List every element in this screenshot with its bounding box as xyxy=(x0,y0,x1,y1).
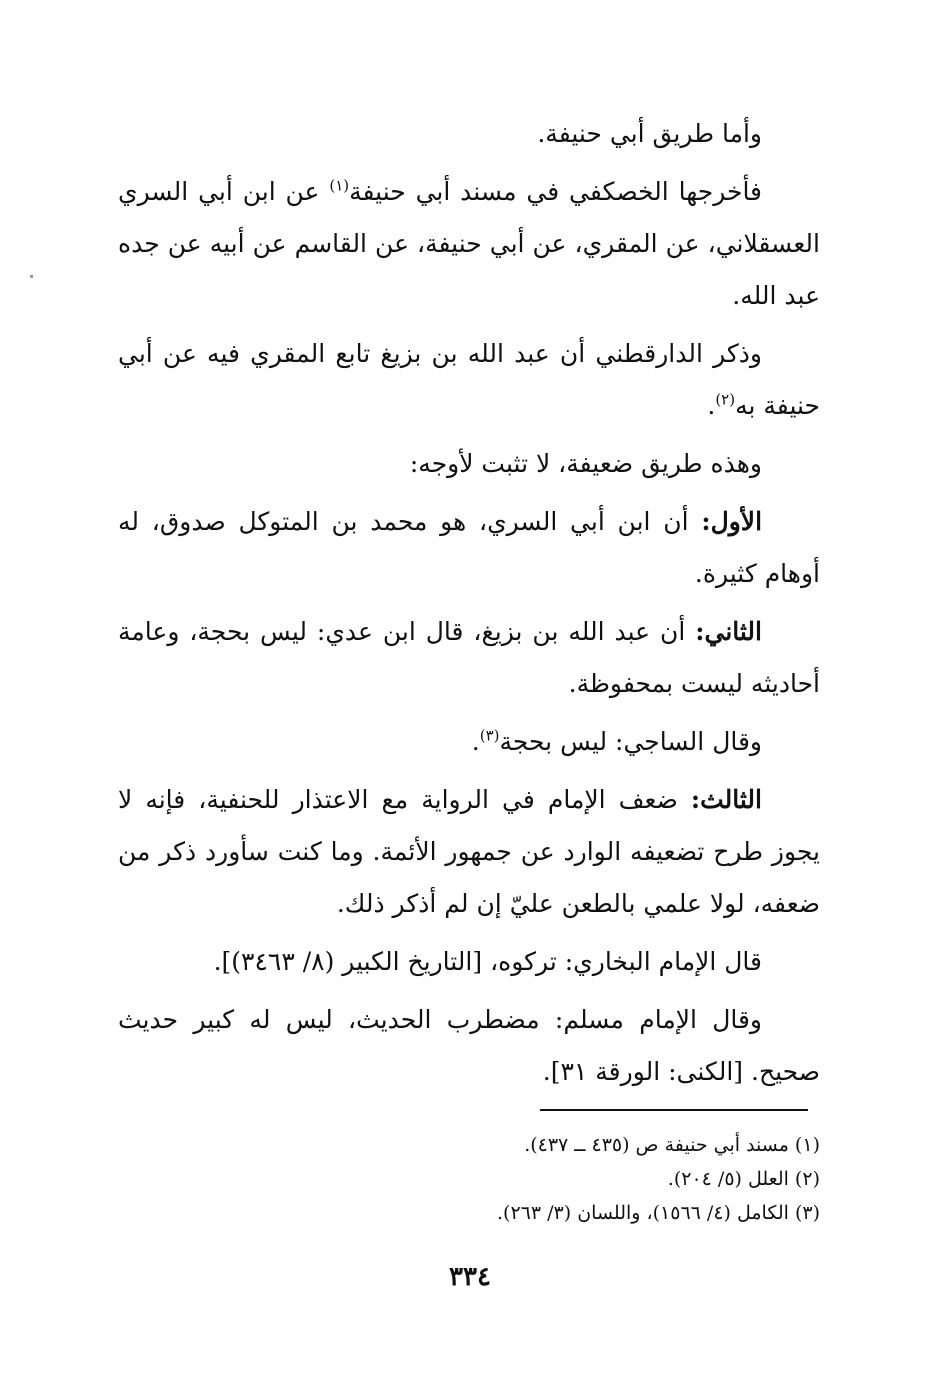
paragraph-8 xyxy=(118,774,820,930)
paragraph-3-text-after: . xyxy=(707,391,716,420)
paragraph-4-text: وهذه طريق ضعيفة، لا تثبت لأوجه: xyxy=(409,449,762,478)
paragraph-10 xyxy=(118,994,820,1098)
footnote-3: (٣) الكامل (٤/ ١٥٦٦)، واللسان (٣/ ٢٦٣). xyxy=(497,1202,820,1224)
footnotes xyxy=(300,1128,820,1230)
paragraph-6-text: أن عبد الله بن بزيغ، قال ابن عدي: ليس بحجة، وعامة أحاديثه ليست بمحفوظة. xyxy=(118,617,820,698)
paragraph-6-lead: الثاني: xyxy=(695,617,762,646)
paragraph-2-text-after: عن ابن أبي السري العسقلاني، عن المقري، عن أبي حنيفة، عن القاسم عن أبيه عن جده عبد الله. xyxy=(118,177,820,310)
paragraph-10-text: وقال الإمام مسلم: مضطرب الحديث، ليس له كبير حديث صحيح. [الكنى: الورقة ٣١]. xyxy=(118,1005,820,1086)
paragraph-1 xyxy=(118,108,820,160)
footnote-ref-3: (٣) xyxy=(479,726,500,745)
footnote-ref-2: (٢) xyxy=(715,390,736,409)
paragraph-3 xyxy=(118,328,820,432)
paragraph-4 xyxy=(118,438,820,490)
scan-speck xyxy=(30,275,33,278)
paragraph-5-lead: الأول: xyxy=(701,507,763,536)
footnote-1: (١) مسند أبي حنيفة ص (٤٣٥ ــ ٤٣٧). xyxy=(524,1134,820,1156)
paragraph-7 xyxy=(118,716,820,768)
paragraph-1-text: وأما طريق أبي حنيفة. xyxy=(537,119,762,148)
paragraph-7-text-after: . xyxy=(471,727,480,756)
page-number: ٣٣٤ xyxy=(449,1262,491,1292)
paragraph-8-lead: الثالث: xyxy=(690,785,762,814)
paragraph-8-text: ضعف الإمام في الرواية مع الاعتذار للحنفية، فإنه لا يجوز طرح تضعيفه الوارد عن جمهور الأئمة. وما كنت سأورد ذكر من ضعفه، لولا علمي بالطعن عليّ إن لم أذكر ذلك. xyxy=(118,785,820,918)
footnote-separator xyxy=(540,1109,808,1111)
paragraph-7-text-before: وقال الساجي: ليس بحجة xyxy=(499,727,762,756)
paragraph-2-text-before: فأخرجها الخصكفي في مسند أبي حنيفة xyxy=(349,177,763,206)
footnote-ref-1: (١) xyxy=(329,176,350,195)
paragraph-3-text-before: وذكر الدارقطني أن عبد الله بن بزيغ تابع المقري فيه عن أبي حنيفة به xyxy=(118,339,820,420)
paragraph-9 xyxy=(118,936,820,988)
paragraph-9-text: قال الإمام البخاري: تركوه، [التاريخ الكبير (٨/ ٣٤٦٣)]. xyxy=(213,947,762,976)
paragraph-2 xyxy=(118,166,820,322)
main-text xyxy=(118,108,820,1104)
footnote-2: (٢) العلل (٥/ ٢٠٤). xyxy=(667,1168,820,1190)
paragraph-6 xyxy=(118,606,820,710)
paragraph-5 xyxy=(118,496,820,600)
paragraph-5-text: أن ابن أبي السري، هو محمد بن المتوكل صدوق، له أوهام كثيرة. xyxy=(118,507,820,588)
